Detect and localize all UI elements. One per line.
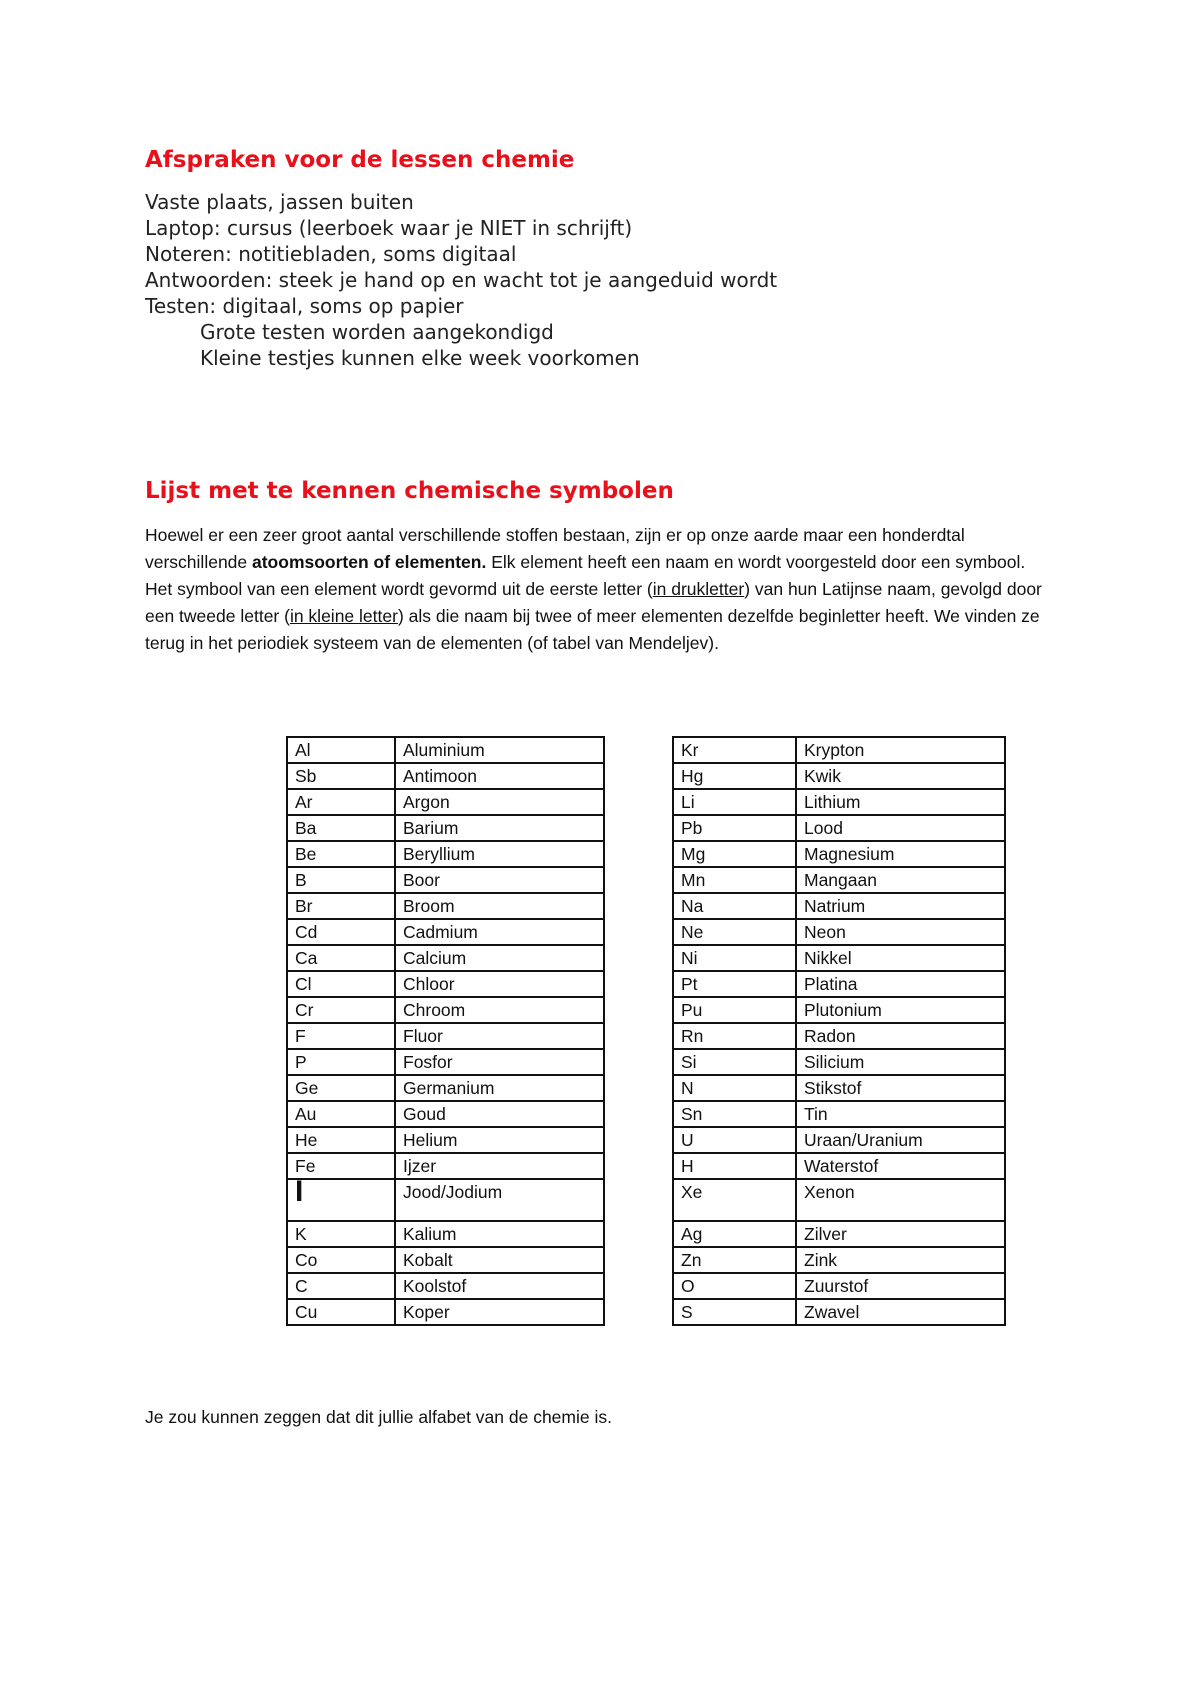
table-row xyxy=(287,867,604,893)
element-name: Cadmium xyxy=(395,919,604,945)
element-symbol: Cu xyxy=(287,1299,395,1325)
element-name: Koper xyxy=(395,1299,604,1325)
element-symbol: O xyxy=(673,1273,796,1299)
element-symbol: Pt xyxy=(673,971,796,997)
element-name: Helium xyxy=(395,1127,604,1153)
table-row xyxy=(673,1247,1005,1273)
element-name: Zuurstof xyxy=(796,1273,1005,1299)
text-run: ) van hun Latijnse naam, gevolgd door een tweede letter ( xyxy=(145,579,1042,626)
rule-line: Antwoorden: steek je hand op en wacht tot je aangeduid wordt xyxy=(145,268,778,292)
element-symbol: Be xyxy=(287,841,395,867)
element-symbol: Sb xyxy=(287,763,395,789)
element-name: Germanium xyxy=(395,1075,604,1101)
table-row xyxy=(673,1075,1005,1101)
table-row xyxy=(287,1127,604,1153)
element-symbol: Si xyxy=(673,1049,796,1075)
element-name: Zwavel xyxy=(796,1299,1005,1325)
element-name: Krypton xyxy=(796,737,1005,763)
table-row xyxy=(287,815,604,841)
element-symbol: Fe xyxy=(287,1153,395,1179)
table-row xyxy=(673,919,1005,945)
element-name: Nikkel xyxy=(796,945,1005,971)
table-row xyxy=(287,919,604,945)
table-row xyxy=(287,789,604,815)
element-symbol: Al xyxy=(287,737,395,763)
table-row xyxy=(287,1179,604,1221)
element-name: Tin xyxy=(796,1101,1005,1127)
text-run: Hoewel er een zeer groot aantal verschillende stoffen bestaan, zijn er op onze aarde maar een honderdtal verschillende xyxy=(145,525,965,572)
table-row xyxy=(673,1101,1005,1127)
table-row xyxy=(287,1023,604,1049)
table-row xyxy=(673,1273,1005,1299)
section-title-symbolen: Lijst met te kennen chemische symbolen xyxy=(145,478,674,504)
intro-text xyxy=(145,522,1065,657)
element-symbol: H xyxy=(673,1153,796,1179)
table-row xyxy=(673,763,1005,789)
rule-line: Noteren: notitiebladen, soms digitaal xyxy=(145,242,517,266)
intro-paragraph-2 xyxy=(145,576,1065,657)
table-row xyxy=(673,815,1005,841)
table-row xyxy=(673,945,1005,971)
element-symbol: Rn xyxy=(673,1023,796,1049)
element-symbol: Li xyxy=(673,789,796,815)
table-row xyxy=(673,789,1005,815)
table-row xyxy=(287,1049,604,1075)
element-name: Neon xyxy=(796,919,1005,945)
rule-subline: Grote testen worden aangekondigd xyxy=(200,320,554,344)
element-symbol: B xyxy=(287,867,395,893)
element-name: Zink xyxy=(796,1247,1005,1273)
rule-line: Testen: digitaal, soms op papier xyxy=(145,294,464,318)
table-row xyxy=(673,1023,1005,1049)
table-row xyxy=(287,1075,604,1101)
element-symbol: Cr xyxy=(287,997,395,1023)
element-symbol: F xyxy=(287,1023,395,1049)
element-name: Kalium xyxy=(395,1221,604,1247)
element-symbol: Ca xyxy=(287,945,395,971)
underlined-term: in kleine letter xyxy=(289,606,398,626)
table-row xyxy=(287,893,604,919)
symbols-table-right xyxy=(672,736,1006,1326)
element-symbol: U xyxy=(673,1127,796,1153)
rule-line: Vaste plaats, jassen buiten xyxy=(145,190,414,214)
table-row xyxy=(673,893,1005,919)
closing-text: Je zou kunnen zeggen dat dit jullie alfabet van de chemie is. xyxy=(145,1407,612,1427)
element-name: Ijzer xyxy=(395,1153,604,1179)
element-symbol: Br xyxy=(287,893,395,919)
element-symbol: Cd xyxy=(287,919,395,945)
element-symbol: Ar xyxy=(287,789,395,815)
rules-list xyxy=(145,189,777,371)
element-symbol: Na xyxy=(673,893,796,919)
element-name: Stikstof xyxy=(796,1075,1005,1101)
element-symbol: Ni xyxy=(673,945,796,971)
element-symbol: Co xyxy=(287,1247,395,1273)
element-name: Uraan/Uranium xyxy=(796,1127,1005,1153)
element-symbol: Hg xyxy=(673,763,796,789)
element-symbol: Ge xyxy=(287,1075,395,1101)
table-row xyxy=(287,1221,604,1247)
element-name: Waterstof xyxy=(796,1153,1005,1179)
table-row xyxy=(287,1101,604,1127)
element-name: Fosfor xyxy=(395,1049,604,1075)
table-row xyxy=(287,841,604,867)
element-symbol: Ba xyxy=(287,815,395,841)
element-name: Silicium xyxy=(796,1049,1005,1075)
table-row xyxy=(673,867,1005,893)
underlined-term: in drukletter xyxy=(652,579,745,599)
table-row xyxy=(673,1153,1005,1179)
table-row xyxy=(287,1153,604,1179)
element-name: Mangaan xyxy=(796,867,1005,893)
element-name: Platina xyxy=(796,971,1005,997)
element-symbol: S xyxy=(673,1299,796,1325)
element-name: Barium xyxy=(395,815,604,841)
element-name: Koolstof xyxy=(395,1273,604,1299)
element-name: Argon xyxy=(395,789,604,815)
element-name: Kobalt xyxy=(395,1247,604,1273)
element-name: Xenon xyxy=(796,1179,1005,1221)
element-name: Lood xyxy=(796,815,1005,841)
table-row xyxy=(287,997,604,1023)
element-symbol: Cl xyxy=(287,971,395,997)
table-row xyxy=(287,971,604,997)
table-row xyxy=(673,1127,1005,1153)
text-run: Elk element heeft een naam en wordt voorgesteld door een symbool. xyxy=(486,552,1026,572)
element-name: Jood/Jodium xyxy=(395,1179,604,1221)
table-row xyxy=(673,1049,1005,1075)
element-symbol: P xyxy=(287,1049,395,1075)
element-name: Radon xyxy=(796,1023,1005,1049)
element-symbol: C xyxy=(287,1273,395,1299)
element-symbol: Kr xyxy=(673,737,796,763)
element-symbol: N xyxy=(673,1075,796,1101)
element-symbol: Pb xyxy=(673,815,796,841)
element-symbol: Mg xyxy=(673,841,796,867)
table-row xyxy=(287,763,604,789)
table-row xyxy=(287,737,604,763)
element-name: Beryllium xyxy=(395,841,604,867)
element-symbol: He xyxy=(287,1127,395,1153)
table-row xyxy=(673,971,1005,997)
symbols-table-left xyxy=(286,736,605,1326)
element-symbol: Zn xyxy=(673,1247,796,1273)
intro-paragraph-1 xyxy=(145,522,1065,576)
element-name: Zilver xyxy=(796,1221,1005,1247)
element-name: Boor xyxy=(395,867,604,893)
element-name: Antimoon xyxy=(395,763,604,789)
element-name: Chloor xyxy=(395,971,604,997)
bold-term: atoomsoorten of elementen. xyxy=(252,552,487,572)
element-symbol: K xyxy=(287,1221,395,1247)
element-name: Goud xyxy=(395,1101,604,1127)
text-run: ) als die naam bij twee of meer elementen dezelfde beginletter heeft. We vinden ze terug in het periodiek systeem van de elementen (of tabel van Mendeljev). xyxy=(145,606,1040,653)
element-name: Plutonium xyxy=(796,997,1005,1023)
element-name: Kwik xyxy=(796,763,1005,789)
element-name: Calcium xyxy=(395,945,604,971)
table-row xyxy=(673,997,1005,1023)
element-name: Natrium xyxy=(796,893,1005,919)
element-name: Fluor xyxy=(395,1023,604,1049)
table-row xyxy=(287,1273,604,1299)
table-row xyxy=(287,1247,604,1273)
rule-subline: Kleine testjes kunnen elke week voorkomen xyxy=(200,346,640,370)
element-name: Magnesium xyxy=(796,841,1005,867)
element-symbol: Ne xyxy=(673,919,796,945)
element-symbol: I xyxy=(287,1179,395,1221)
element-name: Broom xyxy=(395,893,604,919)
element-name: Lithium xyxy=(796,789,1005,815)
element-symbol: Xe xyxy=(673,1179,796,1221)
text-run: Het symbool van een element wordt gevormd uit de eerste letter ( xyxy=(145,579,653,599)
element-name: Aluminium xyxy=(395,737,604,763)
table-row xyxy=(673,1221,1005,1247)
element-symbol: Sn xyxy=(673,1101,796,1127)
table-row xyxy=(287,1299,604,1325)
element-symbol: Pu xyxy=(673,997,796,1023)
element-symbol: Ag xyxy=(673,1221,796,1247)
table-row xyxy=(673,737,1005,763)
table-row xyxy=(673,1299,1005,1325)
table-row xyxy=(287,945,604,971)
element-symbol: Au xyxy=(287,1101,395,1127)
table-row xyxy=(673,841,1005,867)
element-name: Chroom xyxy=(395,997,604,1023)
element-symbol: Mn xyxy=(673,867,796,893)
rule-line: Laptop: cursus (leerboek waar je NIET in schrijft) xyxy=(145,216,633,240)
table-row xyxy=(673,1179,1005,1221)
section-title-afspraken: Afspraken voor de lessen chemie xyxy=(145,147,575,173)
